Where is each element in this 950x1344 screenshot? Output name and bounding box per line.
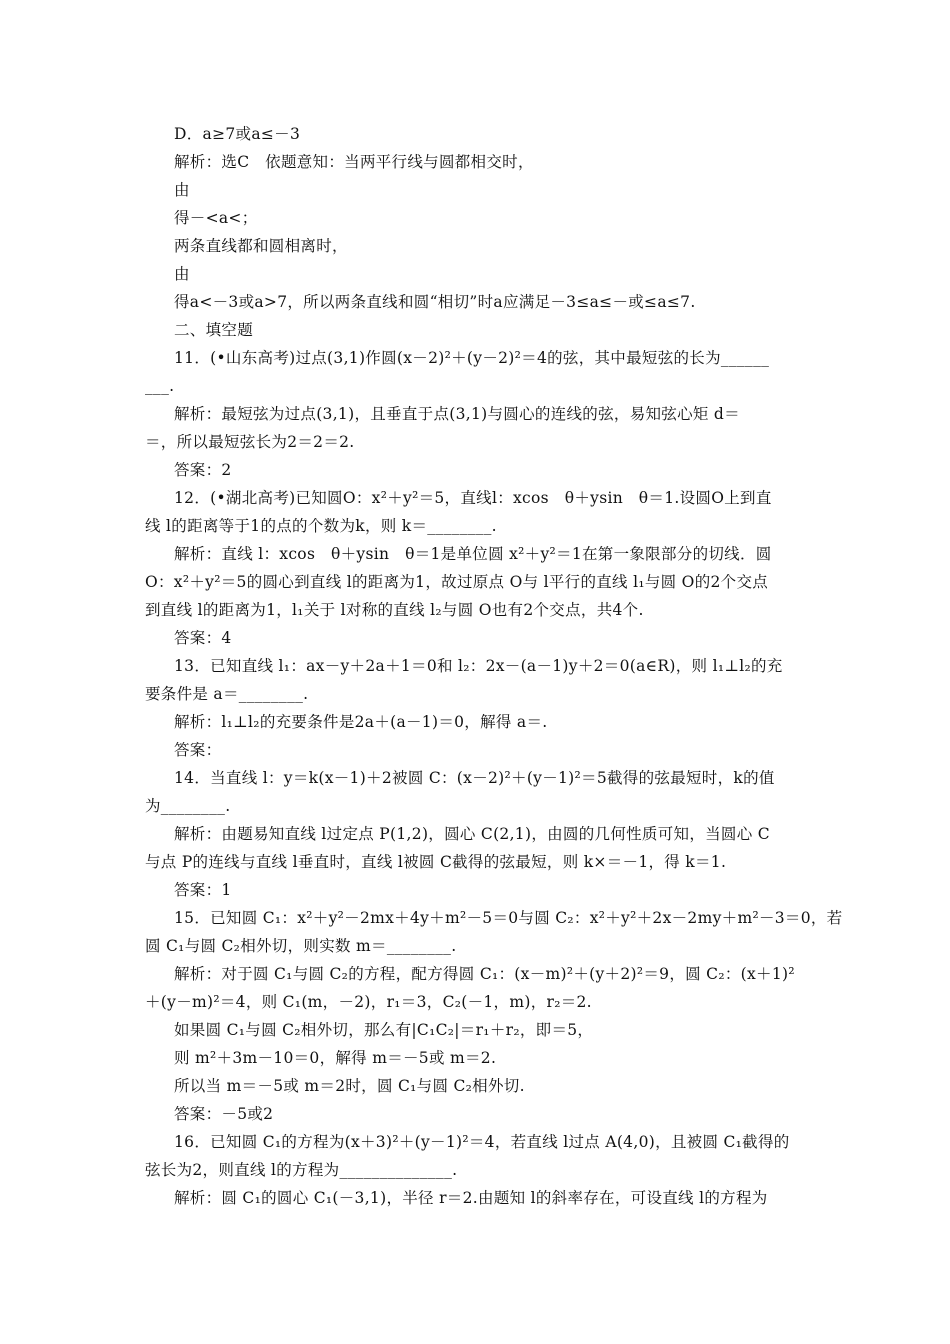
answer-11: 答案：2	[174, 461, 232, 479]
solution-12-cont: 到直线 l的距离为1，l₁关于 l对称的直线 l₂与圆 O也有2个交点，共4个.	[145, 601, 644, 619]
solution-14-cont: 与点 P的连线与直线 l垂直时，直线 l被圆 C截得的弦最短，则 k×＝－1，得 k＝1.	[145, 853, 727, 871]
question-15-cont: 圆 C₁与圆 C₂相外切，则实数 m＝________.	[145, 937, 457, 955]
question-16-cont: 弦长为2，则直线 l的方程为______________.	[145, 1161, 458, 1179]
solution-line: 两条直线都和圆相离时，	[174, 237, 348, 255]
question-12: 12．(•湖北高考)已知圆O：x²＋y²＝5，直线l：xcos θ＋ysin θ＝1.设圆O上到直	[174, 489, 772, 507]
solution-line: 得a<－3或a>7，所以两条直线和圆“相切”时a应满足－3≤a≤－或≤a≤7.	[174, 293, 696, 311]
solution-11: 解析：最短弦为过点(3,1)，且垂直于点(3,1)与圆心的连线的弦，易知弦心矩 d＝	[174, 405, 740, 423]
solution-11-cont: ＝，所以最短弦长为2＝2＝2.	[145, 433, 355, 451]
solution-15-cont: ＋(y－m)²＝4，则 C₁(m，－2)，r₁＝3，C₂(－1，m)，r₂＝2.	[145, 993, 592, 1011]
solution-16: 解析：圆 C₁的圆心 C₁(－3,1)，半径 r＝2.由题知 l的斜率存在，可设直线 l的方程为	[174, 1189, 768, 1207]
solution-15-line: 所以当 m＝－5或 m＝2时，圆 C₁与圆 C₂相外切.	[174, 1077, 525, 1095]
question-15: 15．已知圆 C₁：x²＋y²－2mx＋4y＋m²－5＝0与圆 C₂：x²＋y²＋2x－2my＋m²－3＝0，若	[174, 909, 843, 927]
question-13-cont: 要条件是 a＝________.	[145, 685, 309, 703]
option-d: D．a≥7或a≤－3	[174, 125, 301, 143]
answer-12: 答案：4	[174, 629, 232, 647]
solution-13: 解析：l₁⊥l₂的充要条件是2a＋(a－1)＝0，解得 a＝.	[174, 713, 548, 731]
solution-line: 由	[174, 265, 190, 283]
solution-15-line: 则 m²＋3m－10＝0，解得 m＝－5或 m＝2.	[174, 1049, 497, 1067]
question-11-cont: ___.	[145, 377, 175, 395]
solution-14: 解析：由题易知直线 l过定点 P(1,2)，圆心 C(2,1)，由圆的几何性质可知，当圆心 C	[174, 825, 770, 843]
answer-14: 答案：1	[174, 881, 232, 899]
question-11: 11．(•山东高考)过点(3,1)作圆(x－2)²＋(y－2)²＝4的弦，其中最短弦的长为______	[174, 349, 770, 367]
question-14-cont: 为________.	[145, 797, 231, 815]
question-13: 13．已知直线 l₁：ax－y＋2a＋1＝0和 l₂：2x－(a－1)y＋2＝0(a∈R)，则 l₁⊥l₂的充	[174, 657, 783, 675]
solution-line: 由	[174, 181, 190, 199]
solution-15: 解析：对于圆 C₁与圆 C₂的方程，配方得圆 C₁：(x－m)²＋(y＋2)²＝9，圆 C₂：(x＋1)²	[174, 965, 795, 983]
section-heading: 二、填空题	[174, 321, 254, 339]
solution-12: 解析：直线 l：xcos θ＋ysin θ＝1是单位圆 x²＋y²＝1在第一象限部分的切线．圆	[174, 545, 772, 563]
solution-line: 得－<a<；	[174, 209, 258, 227]
question-16: 16．已知圆 C₁的方程为(x＋3)²＋(y－1)²＝4，若直线 l过点 A(4,0)，且被圆 C₁截得的	[174, 1133, 790, 1151]
question-14: 14．当直线 l：y＝k(x－1)＋2被圆 C：(x－2)²＋(y－1)²＝5截得的弦最短时，k的值	[174, 769, 775, 787]
answer-13: 答案：	[174, 741, 222, 759]
question-12-cont: 线 l的距离等于1的点的个数为k，则 k＝________.	[145, 517, 497, 535]
solution-12-cont: O：x²＋y²＝5的圆心到直线 l的距离为1，故过原点 O与 l平行的直线 l₁与圆 O的2个交点	[145, 573, 769, 591]
solution-line: 解析：选C 依题意知：当两平行线与圆都相交时，	[174, 153, 534, 171]
answer-15: 答案：－5或2	[174, 1105, 274, 1123]
solution-15-line: 如果圆 C₁与圆 C₂相外切，那么有|C₁C₂|＝r₁＋r₂，即＝5，	[174, 1021, 594, 1039]
